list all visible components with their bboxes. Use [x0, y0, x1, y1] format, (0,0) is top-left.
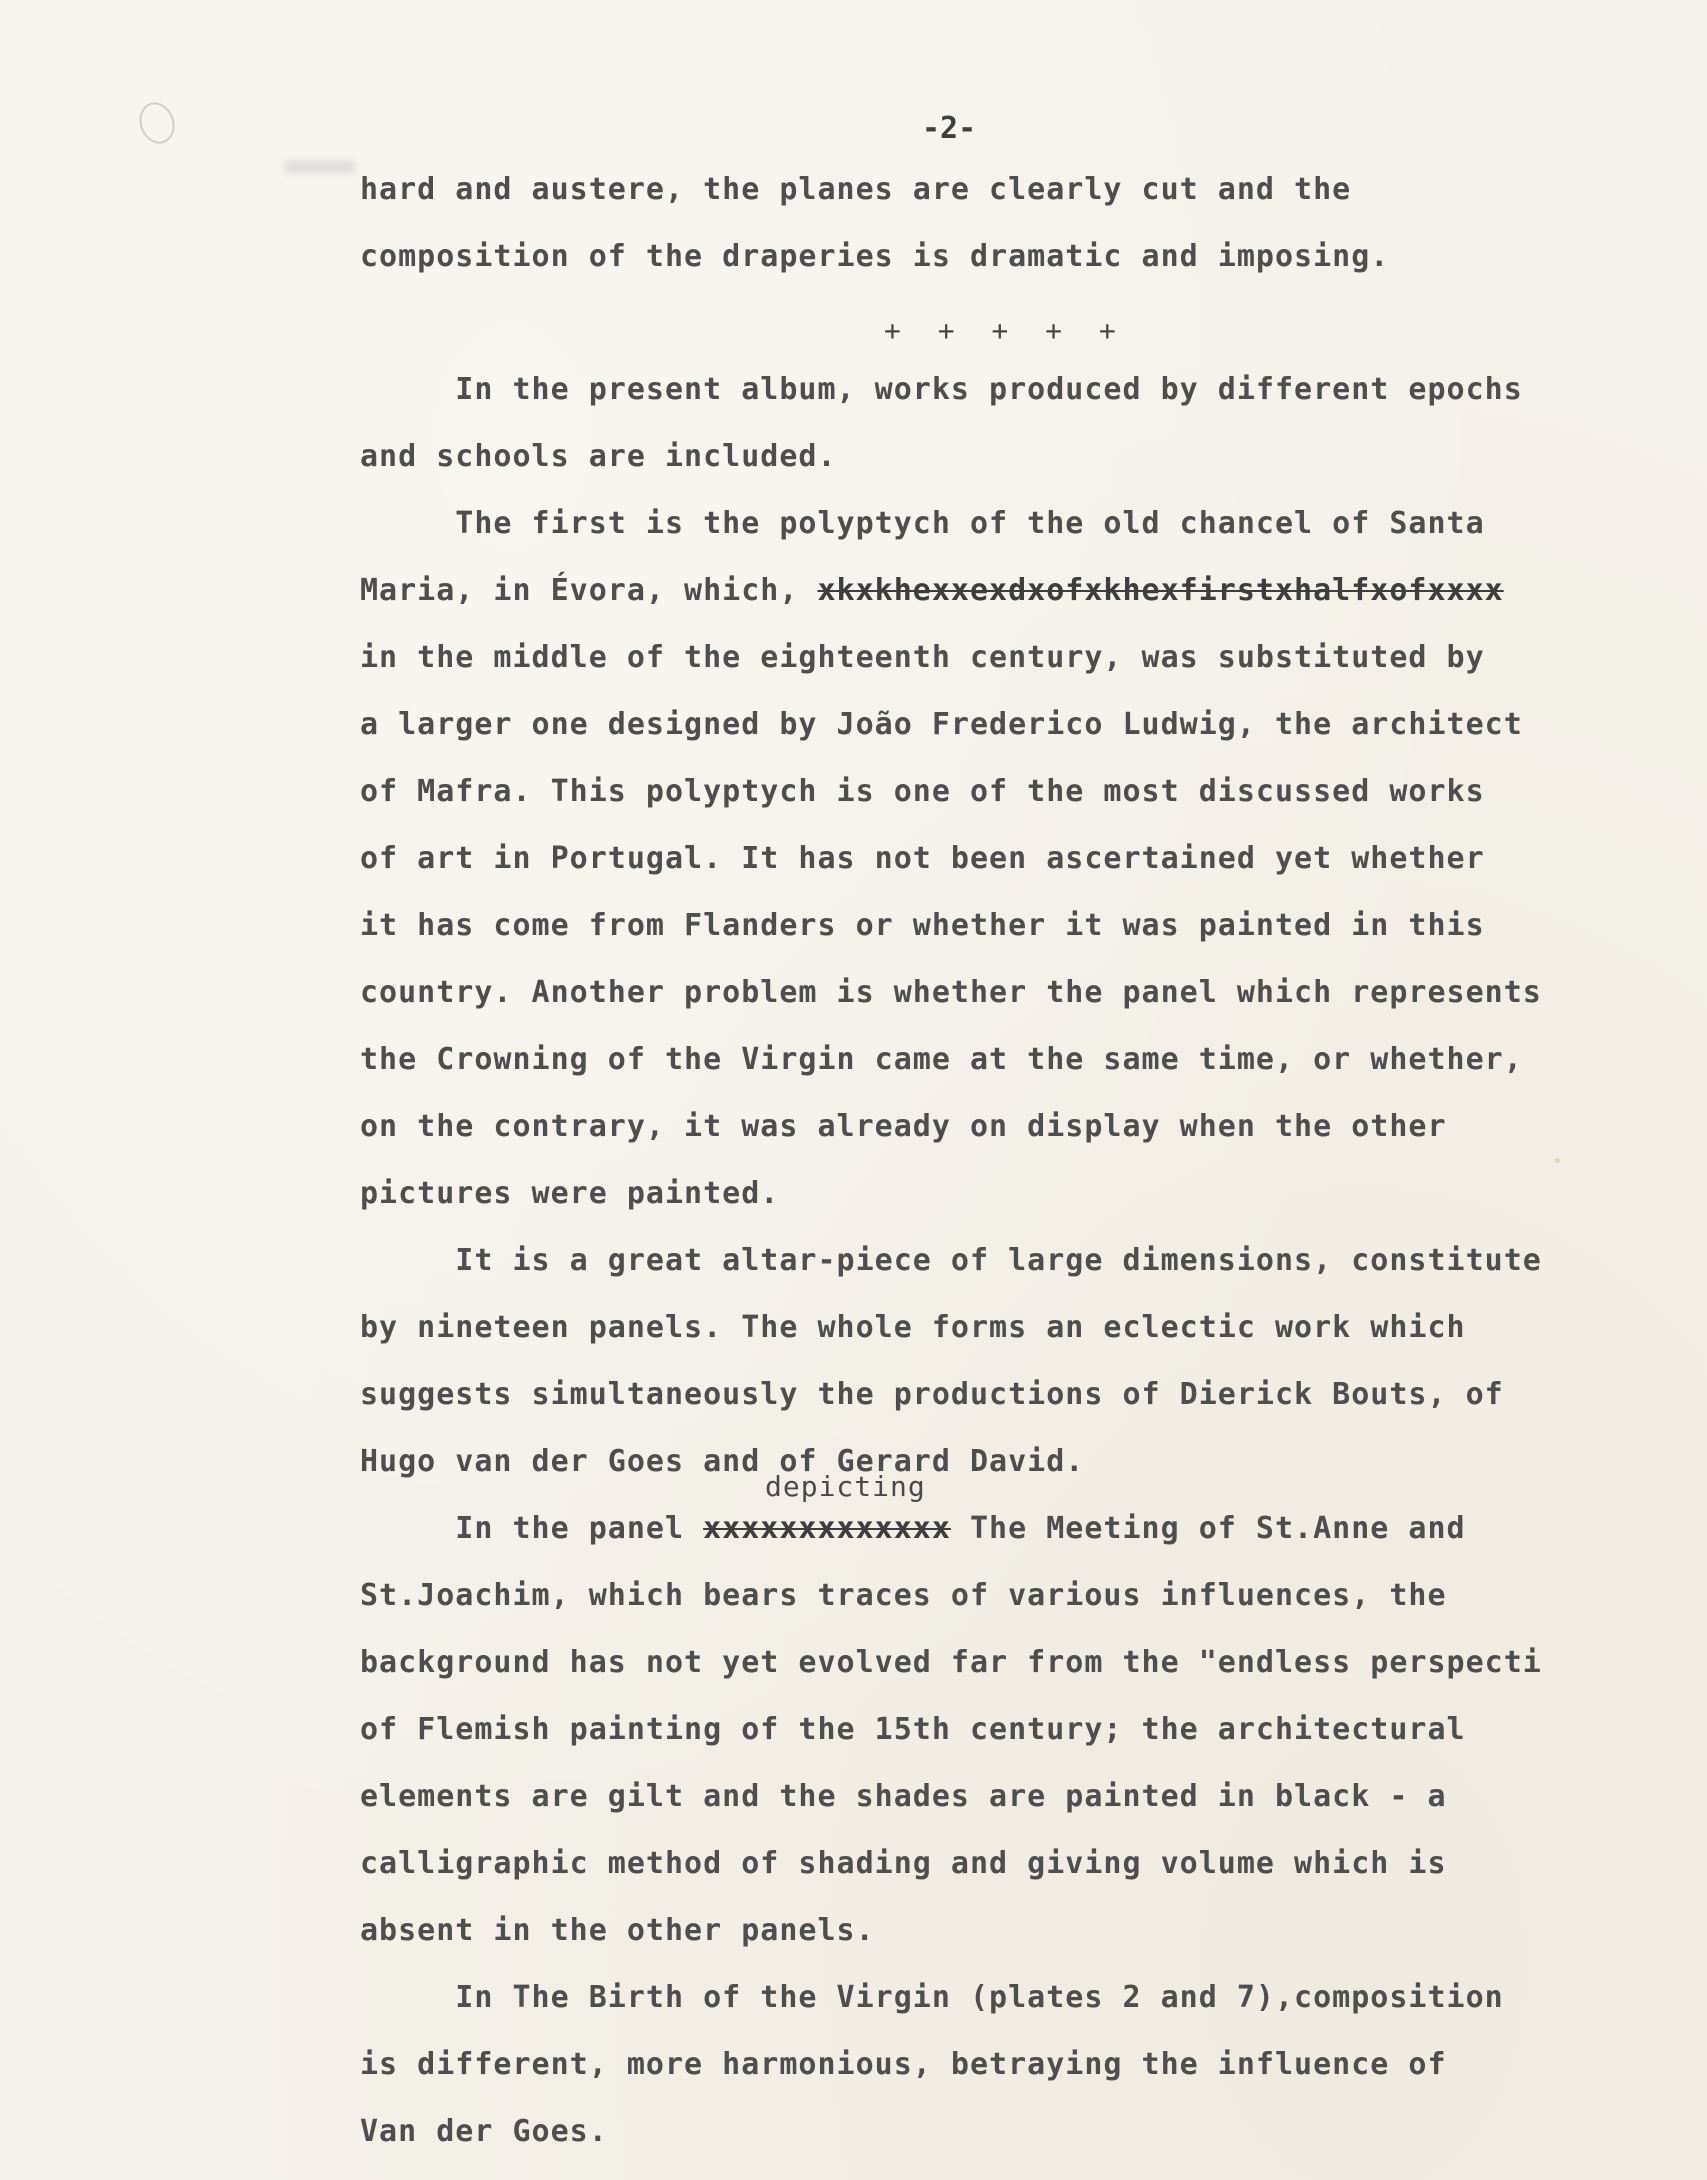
text-line: background has not yet evolved far from the "endless perspecti: [360, 1645, 1542, 1680]
text-line: [360, 1511, 1466, 1546]
paper-hole-mark: [134, 97, 180, 148]
text-line: The first is the polyptych of the old chancel of Santa: [360, 506, 1485, 541]
text-line: of Flemish painting of the 15th century; the architectural: [360, 1712, 1466, 1747]
text-line: In The Birth of the Virgin (plates 2 and 7),composition: [360, 1980, 1504, 2015]
struck-through-text: xkxkhexxexdxofxkhexfirstxhalfxofxxxx: [817, 573, 1504, 608]
text-line: It is a great altar-piece of large dimensions, constitute: [360, 1243, 1542, 1278]
text-line: of Mafra. This polyptych is one of the most discussed works: [360, 774, 1485, 809]
text-line: absent in the other panels.: [360, 1913, 875, 1948]
text-line: country. Another problem is whether the panel which represents: [360, 975, 1542, 1010]
handwritten-insertion: depicting: [765, 1470, 926, 1503]
text-line: composition of the draperies is dramatic and imposing.: [360, 239, 1390, 274]
paper-speck: [1555, 1158, 1560, 1163]
text-line: St.Joachim, which bears traces of various influences, the: [360, 1578, 1447, 1613]
text-line: In the present album, works produced by different epochs: [360, 372, 1523, 407]
page-number: -2-: [922, 111, 977, 146]
text-line: a larger one designed by João Frederico Ludwig, the architect: [360, 707, 1523, 742]
text-line: elements are gilt and the shades are painted in black - a: [360, 1779, 1447, 1814]
text-line: [360, 573, 1504, 608]
text-line: in the middle of the eighteenth century, was substituted by: [360, 640, 1485, 675]
section-separator: + + + + +: [884, 314, 1126, 347]
text-line: on the contrary, it was already on display when the other: [360, 1109, 1447, 1144]
text-line: by nineteen panels. The whole forms an eclectic work which: [360, 1310, 1466, 1345]
text-line: suggests simultaneously the productions of Dierick Bouts, of: [360, 1377, 1504, 1412]
text-segment: In the panel: [360, 1511, 685, 1546]
ink-smudge: [285, 160, 355, 174]
text-line: the Crowning of the Virgin came at the same time, or whether,: [360, 1042, 1523, 1077]
text-segment: Maria, in Évora, which,: [360, 573, 799, 608]
text-line: calligraphic method of shading and giving volume which is: [360, 1846, 1447, 1881]
text-line: Hugo van der Goes and of Gerard David.: [360, 1444, 1085, 1479]
text-line: it has come from Flanders or whether it was painted in this: [360, 908, 1485, 943]
text-line: pictures were painted.: [360, 1176, 780, 1211]
text-segment: The Meeting of St.Anne and: [969, 1511, 1466, 1546]
text-line: hard and austere, the planes are clearly cut and the: [360, 172, 1352, 207]
text-line: of art in Portugal. It has not been ascertained yet whether: [360, 841, 1485, 876]
text-line: is different, more harmonious, betraying the influence of: [360, 2047, 1447, 2082]
text-line: and schools are included.: [360, 439, 837, 474]
text-line: Van der Goes.: [360, 2114, 608, 2149]
struck-through-text: xxxxxxxxxxxxx: [703, 1511, 951, 1546]
